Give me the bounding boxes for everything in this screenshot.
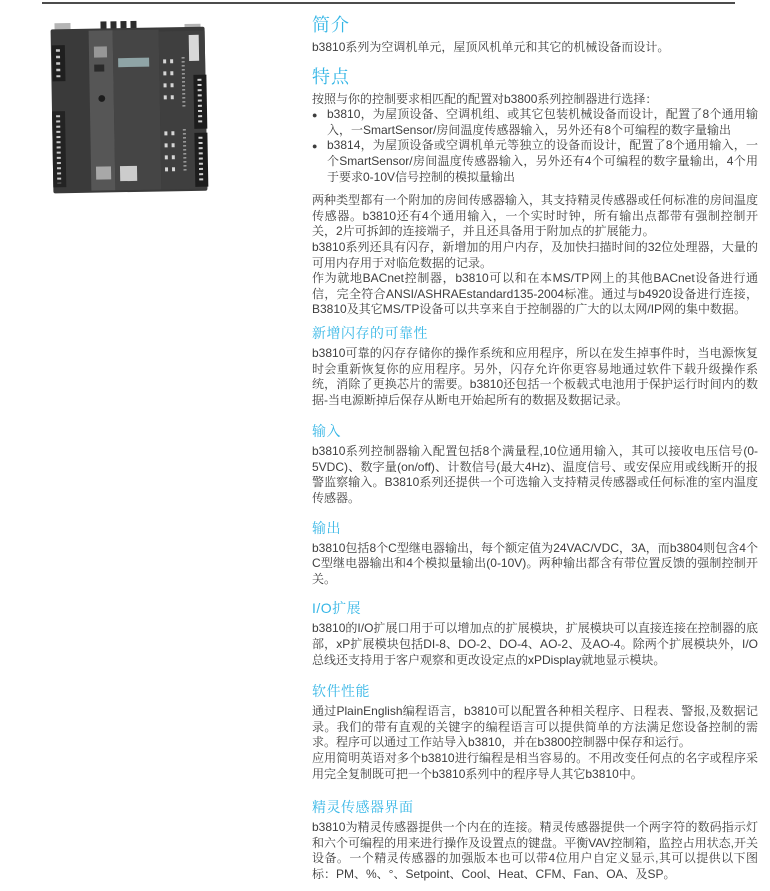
bottom-sticker [120, 166, 137, 181]
flash-paragraph: b3810可靠的闪存存储你的操作系统和应用程序，所以在发生掉事件时，当电源恢复时会重新恢复你的应用程序。另外，闪存允许你更容易地通过软件下载升级操作系统，消除了更换芯片的需要。b3810还包括一个板载式电池用于保护运行时间内的数据-当电源断掉后保存从断电开始起所有的数据及数据记录。 [312, 345, 758, 407]
section-software [312, 682, 758, 782]
content-column [312, 0, 758, 883]
barcode-sticker [189, 35, 199, 61]
heading-io-expansion: I/O扩展 [312, 600, 362, 617]
features-paragraph: 两种类型都有一个附加的房间传感器输入，其支持精灵传感器或任何标准的房间温度传感器。b3810还有4个通用输入，一个实时时钟，所有输出点都带有强制控制开关，2片可拆卸的连接端子，并且还具备用于附加点的扩展能力。 [312, 193, 758, 239]
controller-center-strip [89, 30, 116, 190]
heading-outputs: 输出 [312, 519, 341, 536]
features-lead: 按照与你的控制要求相匹配的配置对b3800系列控制器进行选择： [312, 91, 658, 106]
heading-features: 特点 [312, 66, 350, 87]
features-paragraph: 作为就地BACnet控制器，b3810可以和在本MS/TP网上的其他BACnet设备进行通信，完全符合ANSI/ASHRAEstandard135-2004标准。通过与b4920设备进行连接，B3810及其它MS/TP设备可以共享来自于控制器的广大的以太网/IP网的集中数据。 [312, 271, 758, 317]
feature-bullet-b3814: ● b3814，为屋顶设备或空调机单元等独立的设备而设计，配置了8个通用输入，一个SmartSensor/房间温度传感器输入，另外还有4个可编程的数字量输出，4个用于要求0-10V信号控制的模拟量输出 [312, 138, 758, 185]
feature-bullet-b3810: ● b3810，为屋顶设备、空调机组、或其它包装机械设备而设计，配置了8个通用输入，一SmartSensor/房间温度传感器输入，另外还有8个可编程的数字量输出 [312, 107, 758, 138]
section-outputs [312, 519, 758, 588]
outputs-paragraph: b3810包括8个C型继电器输出，每个额定值为24VAC/VDC，3A，而b3804则包含4个C型继电器输出和4个模拟量输出(0-10V)。两种输出都含有带位置反馈的强制控制开关。 [312, 540, 758, 586]
controller-product-photo [40, 18, 220, 204]
sensor-paragraph: b3810为精灵传感器提供一个内在的连接。精灵传感器提供一个两字符的数码指示灯和六个可编程的用来进行操作及设置点的键盘。平衡VAV控制箱，监控占用状态,开关设备。一个精灵传感器的加强版本也可以带4位用户自定义显示,其可以提供以下图标：PM、%、°、Setpoint、Cool、Heat、CFM、Fan、OA、及SP。 [312, 820, 758, 881]
io-expansion-paragraph: b3810的I/O扩展口用于可以增加点的扩展模块，扩展模块可以直接连接在控制器的底部，xP扩展模块包括DI-8、DO-2、DO-4、AO-2、及AO-4。除两个扩展模块外，I/O总线还支持用于客户观察和更改设定点的xPDisplay就地显示模块。 [312, 621, 758, 667]
section-inputs [312, 422, 758, 506]
heading-software: 软件性能 [312, 683, 370, 700]
features-bullet-list [312, 107, 758, 185]
intro-paragraph: b3810系列为空调机单元，屋顶风机单元和其它的机械设备而设计。 [312, 40, 670, 54]
inputs-paragraph: b3810系列控制器输入配置包括8个满量程,10位通用输入，其可以接收电压信号(0-5VDC)、数字量(on/off)、计数信号(最大4Hz)、温度信号、或安保应用或线断开的报警监察输入。B3810系列还提供一个可选输入支持精灵传感器或任何标准的室内温度传感器。 [312, 444, 758, 506]
heading-flash-reliability: 新增闪存的可靠性 [312, 324, 428, 341]
features-paragraph: b3810系列还具有闪存，新增加的用户内存，及加快扫描时间的32位处理器，大量的可用内存用于对临危数据的记录。 [312, 239, 758, 270]
section-features [312, 66, 758, 318]
section-flash-reliability [312, 324, 758, 408]
software-paragraph: 通过PlainEnglish编程语言，b3810可以配置各种相关程序、日程表、警报,及数据记录。我们的带有直观的关键字的编程语言可以提供简单的方法满足您设备控制的需求。程序可以通过工作站导入b3810，并在b3800控制器中保存和运行。 [312, 704, 758, 750]
controller-photo-illustration [40, 18, 220, 204]
heading-sensor-interface: 精灵传感器界面 [312, 799, 414, 816]
software-paragraph: 应用简明英语对多个b3810进行编程是相当容易的。不用改变任何点的名字或程序采用完全复制既可把一个b3810系列中的程序导人其它b3810中。 [312, 751, 758, 781]
heading-intro: 简介 [312, 15, 350, 35]
terminal-block-right-upper [193, 75, 207, 129]
product-label [118, 58, 149, 68]
section-intro [312, 14, 758, 56]
terminal-block-left-upper [52, 45, 66, 81]
terminal-block-right-lower [194, 133, 208, 187]
heading-inputs: 输入 [312, 423, 341, 440]
terminal-block-left-lower [52, 111, 66, 187]
features-detail-paragraphs [312, 193, 758, 318]
controller-mid-panel [113, 29, 162, 190]
section-sensor-interface [312, 798, 758, 882]
section-io-expansion [312, 599, 758, 668]
